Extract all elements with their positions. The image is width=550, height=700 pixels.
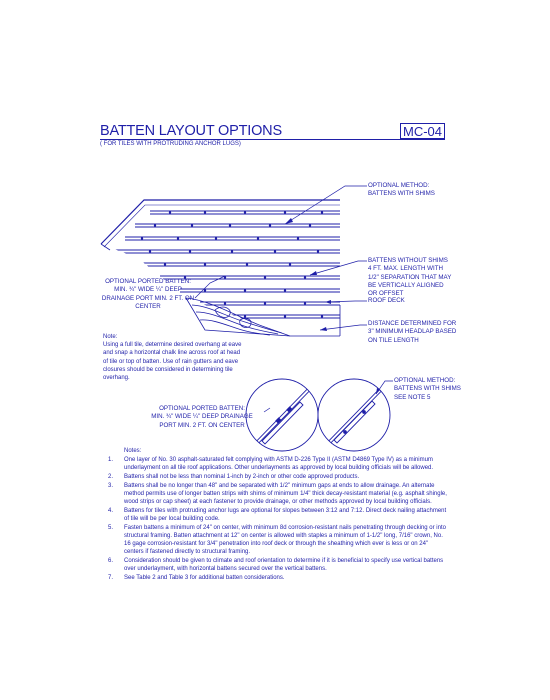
list-item: 5. Fasten battens a minimum of 24" on center, with minimum 8d corrosion-resistant nails penetrating through decking or into structural framing. Batten attachment at 12" on center is allowed with staples a minimum of 1-1/2" long, 7/16" crown, No. 16 gage corrosion-resistant for 3/4" penetration into roof deck or through the sheathing which ever is less or on 24" centers if fastened directly to structural framing. (108, 525, 446, 556)
detail-battens-with-shims (318, 378, 394, 452)
callout-battens-without-shims: BATTENS WITHOUT SHIMS 4 FT. MAX. LENGTH WITH 1/2" SEPARATION THAT MAY BE VERTICALLY ALIGNED OR OFFSET (368, 257, 452, 298)
eave-edge (290, 305, 340, 336)
list-item: 4. Battens for tiles with protruding anchor lugs are optional for slopes between 3:12 and 7:12. Direct deck nailing attachment of tile will be per local building code. (108, 508, 447, 523)
list-item: 7. See Table 2 and Table 3 for additional batten considerations. (108, 575, 285, 582)
callout-ported-batten-left: OPTIONAL PORTED BATTEN: MIN. ¾" WIDE ¼" DEEP DRAINAGE PORT MIN. 2 FT. ON CENTER (101, 278, 195, 310)
list-item: 2. Battens shall not be less than nominal 1-inch by 2-inch or other code approved products. (108, 474, 360, 481)
list-item: 1. One layer of No. 30 asphalt-saturated felt complying with ASTM D-226 Type II (ASTM D4869 Type IV) as a minimum underlayment on all tile roof applications. Other underlayments as approved by local building officials will be allowed. (108, 456, 434, 471)
page-title: BATTEN LAYOUT OPTIONS (100, 123, 282, 139)
side-note: Note: Using a full tile, determine desired overhang at eave and snap a horizontal chalk line across roof at head of tile or top of batten. Use of rain gutters and eave closures should be considered in determining tile overhang. (103, 333, 273, 382)
title-underline (100, 139, 445, 140)
callout-distance-determined: DISTANCE DETERMINED FOR 3" MINIMUM HEADLAP BASED ON TILE LENGTH (368, 320, 457, 344)
detail-code-badge: MC-04 (400, 123, 445, 139)
side-note-heading: Note: (103, 334, 118, 340)
page-subtitle: ( FOR TILES WITH PROTRUDING ANCHOR LUGS) (100, 141, 241, 147)
notes-heading: Notes: (124, 448, 142, 454)
callout-optional-method-note5: OPTIONAL METHOD: BATTENS WITH SHIMS SEE NOTE 5 (394, 377, 461, 401)
callout-optional-method-shims: OPTIONAL METHOD: BATTENS WITH SHIMS (368, 182, 435, 198)
list-item: 6. Consideration should be given to climate and roof orientation to determine if it is beneficial to specify use vertical battens over underlayment, with horizontal battens secured over the vertical battens. (108, 558, 444, 573)
list-item: 3. Battens shall be no longer than 48" and be separated with 1/2" minimum gaps at ends to allow drainage. An alternate method permits use of longer batten strips with shims of minimum 1/4" thick decay-resistant material (e.g. asphalt shingle, wood strips or cap sheet) at each fastener to provide drainage, or other methods approved by local building officials. (108, 483, 447, 506)
callout-ported-batten-bottom: OPTIONAL PORTED BATTEN: MIN. ¾" WIDE ¼" DEEP DRAINAGE PORT MIN. 2 FT. ON CENTER (151, 405, 253, 429)
leader-arrows (285, 218, 380, 394)
roof-gable-outline (101, 200, 340, 250)
notes-section (108, 448, 448, 585)
callout-roof-deck: ROOF DECK (368, 297, 405, 304)
